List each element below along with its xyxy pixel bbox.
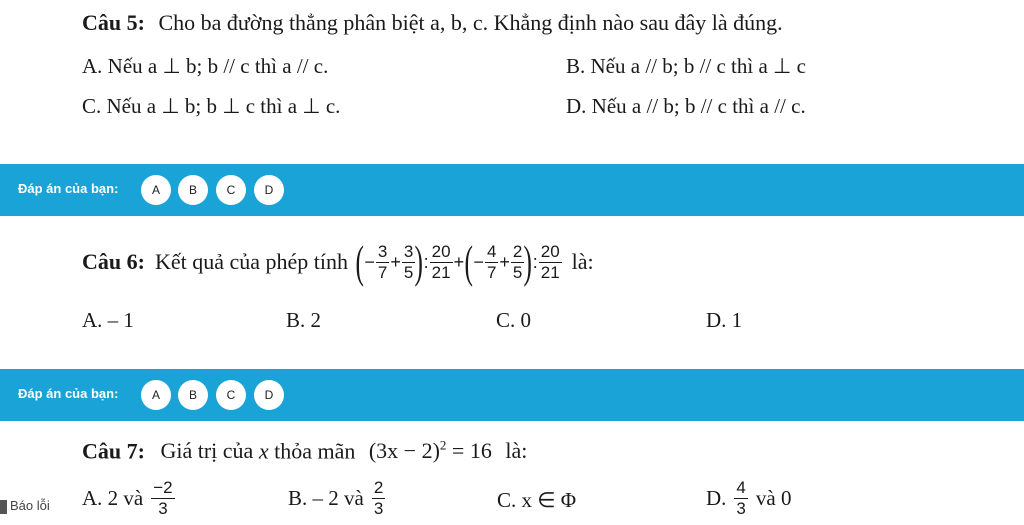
question-7-suffix: là: xyxy=(505,438,528,464)
question-7-title: Câu 7: xyxy=(82,438,145,464)
question-7-text2: thỏa mãn xyxy=(274,438,356,464)
question-7-var: x xyxy=(258,438,269,464)
q5-option-b: B. Nếu a // b; b // c thì a ⊥ c xyxy=(566,54,806,78)
q6-fraction-2: $\frac{3}{5}$ xyxy=(403,241,414,282)
q6-option-b: B. 2 xyxy=(286,308,322,332)
q7-equation: $(3x - 2)^2 = 16$ xyxy=(368,438,492,464)
q6-expression: ( − $\frac{3}{7}$ + $\frac{3}{5}$ ) : $\frac{20}{21}$ + ( − $\frac{4}{7}$ + $\frac{2}{5}$ ) : $\frac{20}{21}$ xyxy=(355,236,560,287)
answer-choice-c[interactable]: C xyxy=(216,380,246,410)
answer-choice-b[interactable]: B xyxy=(178,380,208,410)
answer-bar-label: Đáp án của bạn: xyxy=(18,181,119,196)
q6-fraction-3: $\frac{20}{21}$ xyxy=(431,241,451,282)
q7-option-b: B. – 2 và $\frac{2}{3}$ xyxy=(288,478,384,518)
answer-choice-d[interactable]: D xyxy=(254,380,284,410)
q7-option-a-fraction: $\frac{-2}{3}$ xyxy=(153,478,173,518)
flag-icon xyxy=(0,500,7,514)
question-7-text: Giá trị của xyxy=(160,438,254,464)
q6-fraction-4: $\frac{4}{7}$ xyxy=(486,241,497,282)
answer-choice-b[interactable]: B xyxy=(178,175,208,205)
q6-option-a: A. – 1 xyxy=(82,308,134,332)
answer-choice-a[interactable]: A xyxy=(141,175,171,205)
q6-fraction-1: $\frac{3}{7}$ xyxy=(377,241,388,282)
question-6-title: Câu 6: xyxy=(82,249,145,274)
q6-fraction-5: $\frac{2}{5}$ xyxy=(512,241,523,282)
q7-option-a: A. 2 và $\frac{-2}{3}$ xyxy=(82,478,173,518)
answer-choice-a[interactable]: A xyxy=(141,380,171,410)
q6-option-d: D. 1 xyxy=(706,308,743,332)
report-error-label: Báo lỗi xyxy=(10,498,50,513)
q7-option-d-fraction: $\frac{4}{3}$ xyxy=(736,478,746,518)
report-error-button[interactable] xyxy=(0,498,50,514)
question-6-text: Kết quả của phép tính xyxy=(154,249,349,274)
q5-option-d: D. Nếu a // b; b // c thì a // c. xyxy=(566,94,806,118)
q7-option-c: C. x ∈ Φ xyxy=(497,488,577,512)
q7-option-b-fraction: $\frac{2}{3}$ xyxy=(373,478,384,518)
answer-choice-d[interactable]: D xyxy=(254,175,284,205)
answer-bar-q5 xyxy=(0,164,1024,216)
q7-option-d: D. $\frac{4}{3}$ và 0 xyxy=(706,478,792,518)
q6-fraction-6: $\frac{20}{21}$ xyxy=(540,241,560,282)
answer-bar-label: Đáp án của bạn: xyxy=(18,386,119,401)
question-5 xyxy=(82,10,783,36)
question-6-suffix: là: xyxy=(571,249,594,274)
question-6 xyxy=(82,232,594,292)
q6-option-c: C. 0 xyxy=(496,308,532,332)
q5-option-a: A. Nếu a ⊥ b; b // c thì a // c. xyxy=(82,54,329,78)
answer-bar-q6 xyxy=(0,369,1024,421)
answer-choice-c[interactable]: C xyxy=(216,175,246,205)
question-7 xyxy=(82,438,527,464)
question-5-text: Cho ba đường thẳng phân biệt a, b, c. Khẳng định nào sau đây là đúng. xyxy=(158,10,783,35)
question-5-title: Câu 5: xyxy=(82,10,145,35)
q5-option-c: C. Nếu a ⊥ b; b ⊥ c thì a ⊥ c. xyxy=(82,94,341,118)
